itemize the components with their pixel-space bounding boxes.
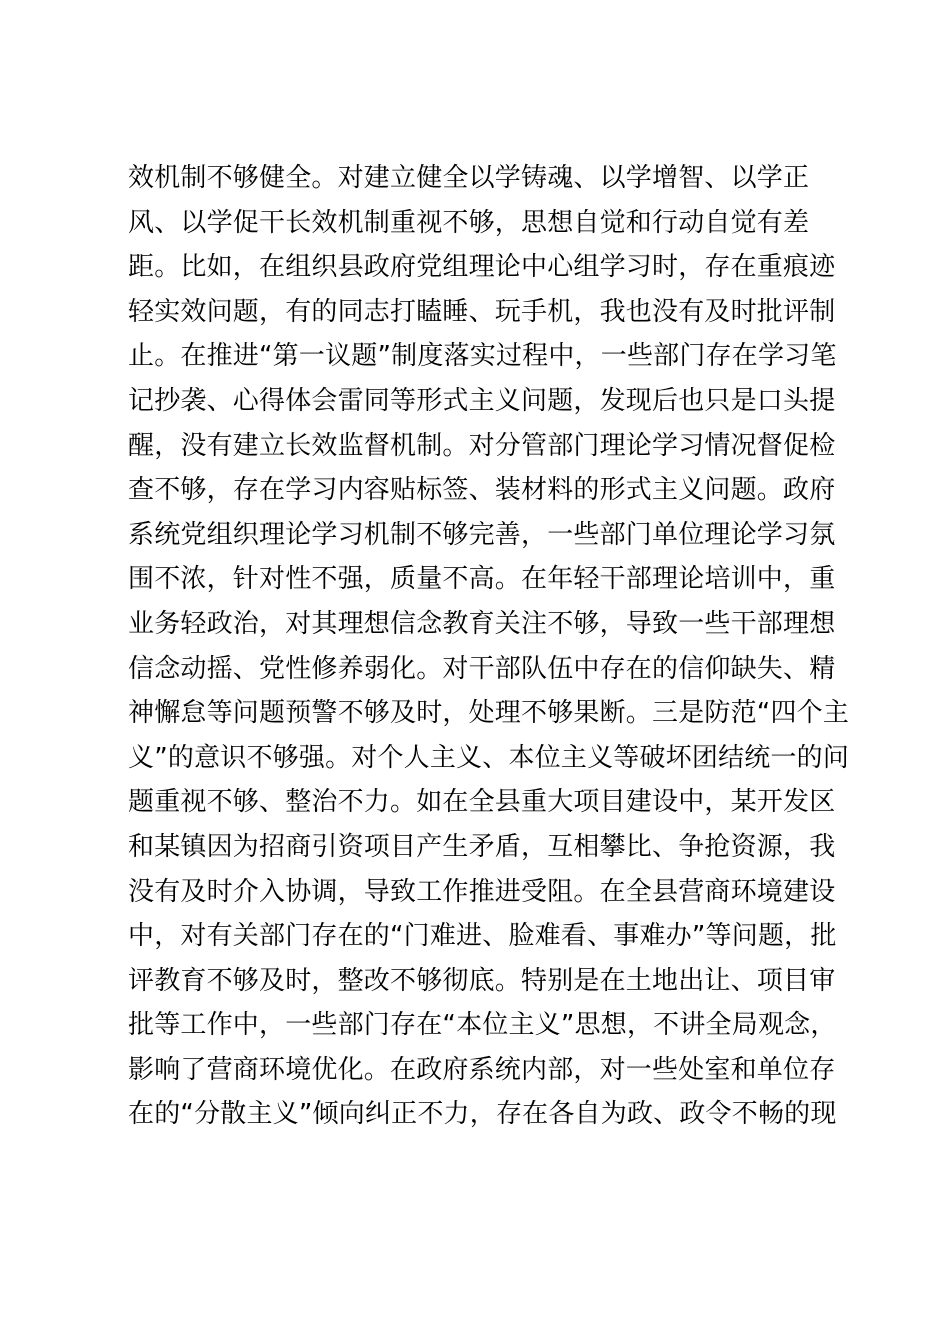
text-line: 醒，没有建立长效监督机制。对分管部门理论学习情况督促检 bbox=[128, 430, 836, 461]
text-line: 业务轻政治，对其理想信念教育关注不够，导致一些干部理想 bbox=[128, 608, 836, 639]
text-line: 围不浓，针对性不强，质量不高。在年轻干部理论培训中，重 bbox=[128, 564, 836, 595]
text-line: 没有及时介入协调，导致工作推进受阻。在全县营商环境建设 bbox=[128, 876, 836, 907]
text-line: 义”的意识不够强。对个人主义、本位主义等破坏团结统一的问 bbox=[128, 742, 850, 773]
text-line: 信念动摇、党性修养弱化。对干部队伍中存在的信仰缺失、精 bbox=[128, 653, 836, 684]
text-line: 题重视不够、整治不力。如在全县重大项目建设中，某开发区 bbox=[128, 787, 836, 818]
text-line: 查不够，存在学习内容贴标签、装材料的形式主义问题。政府 bbox=[128, 475, 836, 506]
text-line: 轻实效问题，有的同志打瞌睡、玩手机，我也没有及时批评制 bbox=[128, 296, 836, 327]
text-line: 止。在推进“第一议题”制度落实过程中，一些部门存在学习笔 bbox=[128, 341, 837, 372]
text-line: 批等工作中，一些部门存在“本位主义”思想，不讲全局观念， bbox=[128, 1010, 837, 1041]
text-line: 中，对有关部门存在的“门难进、脸难看、事难办”等问题，批 bbox=[128, 921, 837, 952]
text-line: 影响了营商环境优化。在政府系统内部，对一些处室和单位存 bbox=[128, 1054, 836, 1085]
text-line: 距。比如，在组织县政府党组理论中心组学习时，存在重痕迹 bbox=[128, 252, 836, 283]
text-line: 评教育不够及时，整改不够彻底。特别是在土地出让、项目审 bbox=[128, 965, 836, 996]
text-line: 风、以学促干长效机制重视不够，思想自觉和行动自觉有差 bbox=[128, 207, 810, 238]
text-line: 效机制不够健全。对建立健全以学铸魂、以学增智、以学正 bbox=[128, 163, 810, 193]
text-line: 记抄袭、心得体会雷同等形式主义问题，发现后也只是口头提 bbox=[128, 385, 836, 416]
body-text bbox=[128, 156, 850, 1137]
text-line: 在的“分散主义”倾向纠正不力，存在各自为政、政令不畅的现 bbox=[128, 1099, 837, 1130]
text-line: 系统党组织理论学习机制不够完善，一些部门单位理论学习氛 bbox=[128, 519, 836, 550]
text-line: 神懈怠等问题预警不够及时，处理不够果断。三是防范“四个主 bbox=[128, 698, 850, 729]
text-line: 和某镇因为招商引资项目产生矛盾，互相攀比、争抢资源，我 bbox=[128, 831, 836, 862]
